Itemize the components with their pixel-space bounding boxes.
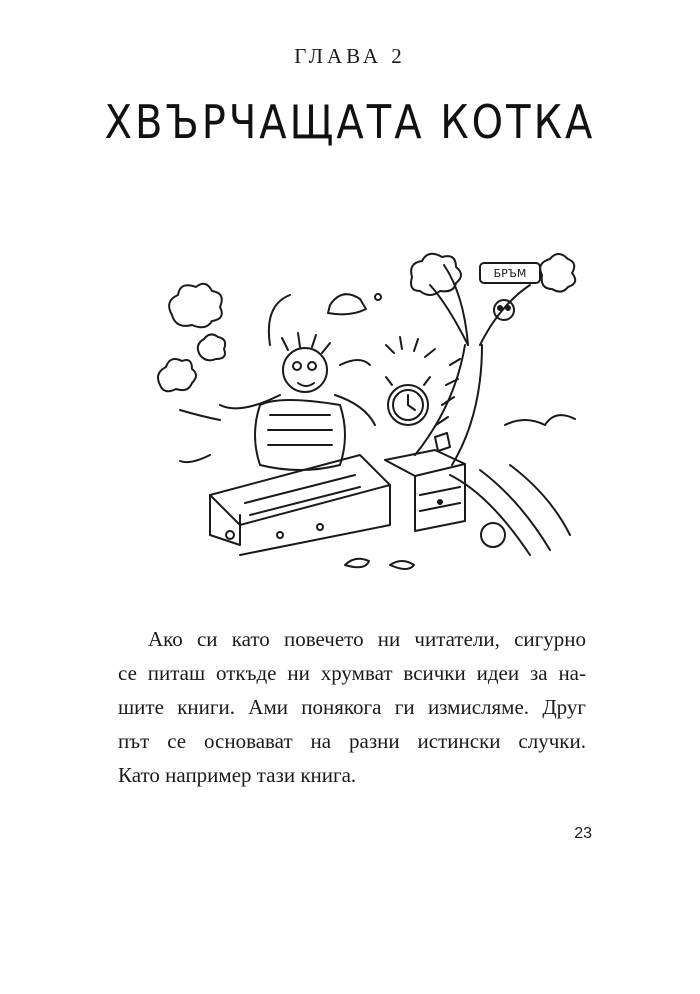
sign-text: БРЪМ (493, 267, 527, 280)
body-line: шите книги. Ами понякога ги измисляме. Друг (118, 695, 586, 719)
cartoon-flying-cat-icon (150, 245, 580, 590)
body-paragraph (118, 622, 586, 792)
body-line: път се основават на разни истински случки. (118, 729, 586, 753)
body-line: Като например тази книга. (118, 763, 357, 787)
body-line: се питаш откъде ни хрумват всички идеи за на- (118, 661, 586, 685)
body-line: Ако си като повечето ни читатели, сигурно (148, 627, 586, 651)
chapter-label: ГЛАВА 2 (294, 44, 406, 68)
page-number: 23 (574, 825, 592, 842)
chapter-title: ХВЪРЧАЩАТА КОТКА (104, 96, 596, 150)
